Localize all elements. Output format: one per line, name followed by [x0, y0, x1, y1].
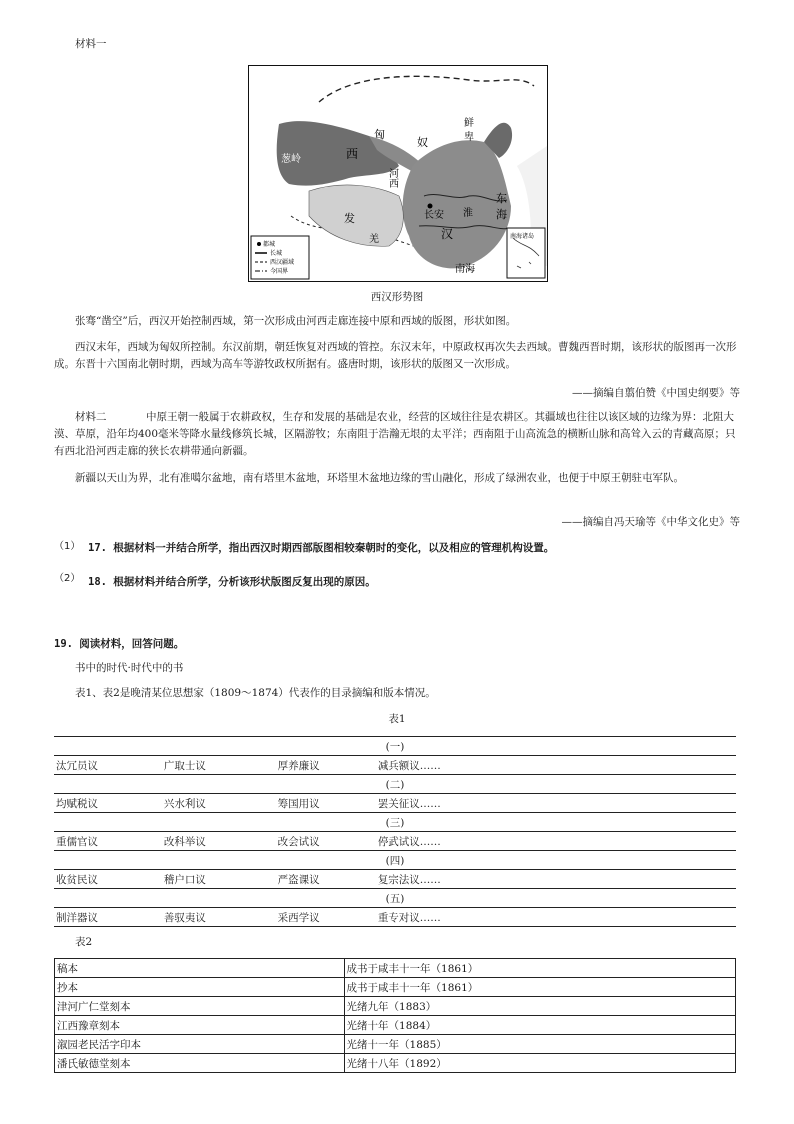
table1-cell: 收贫民议: [54, 870, 162, 889]
table2-edition-cell: 津河广仁堂刻本: [55, 997, 345, 1016]
table1-section-header-row: [54, 889, 736, 908]
table2-date-cell: 光绪十年（1884）: [344, 1016, 735, 1035]
material2-citation: ——摘编自冯天瑜等《中华文化史》等: [561, 516, 740, 528]
table2-date-cell: 光绪十一年（1885）: [344, 1035, 735, 1054]
table1-cell: 善驭夷议: [162, 908, 276, 927]
table1-cell: 采西学议: [276, 908, 376, 927]
table2-row: [55, 959, 736, 978]
material1-para1: 张骞“凿空”后，西汉开始控制西域，第一次形成由河西走廊连接中原和西域的版图，形状如图。: [75, 315, 517, 327]
material1-label: 材料一: [75, 38, 107, 50]
table1-cell: 停武试议……: [376, 832, 736, 851]
table1-cell: 减兵额议……: [376, 756, 736, 775]
legend-text-capital: 都城: [263, 241, 276, 248]
material1-citation: ——摘编自翦伯赞《中国史纲要》等: [572, 387, 740, 399]
table1-row: [54, 908, 736, 927]
table1-cell: 复宗法议……: [376, 870, 736, 889]
table2-edition-cell: 抄本: [55, 978, 345, 997]
material2-para1: 中原王朝一般属于农耕政权，生存和发展的基础是农业，经营的区域往往是农耕区。其疆域也往往以该区域的边缘为界：北阻大漠、草原，沿年均400毫米等降水量线修筑长城，区隔游牧；东南阻于浩瀚无垠的太平洋；西南阻于山高流急的横断山脉和高耸入云的青藏高原；只有西北沿河西走廊的狭长农耕带通向新疆。: [54, 411, 736, 457]
label-bei: 卑: [464, 132, 474, 143]
table2-row: [55, 1054, 736, 1073]
table2-caption: 表2: [75, 936, 93, 948]
legend-text-territory: 西汉疆域: [270, 259, 295, 266]
table2-date-cell: 成书于咸丰十一年（1861）: [344, 978, 735, 997]
table1-cell: 严盗课议: [276, 870, 376, 889]
question19-title: 19. 阅读材料，回答问题。: [54, 638, 185, 650]
table1-cell: 制洋器议: [54, 908, 162, 927]
label-donghai-a: 东: [496, 192, 507, 205]
table1-cell: 改会试议: [276, 832, 376, 851]
table1-section-header-row: [54, 813, 736, 832]
table1-cell: 重专对议……: [376, 908, 736, 927]
table1-cell: 均赋税议: [54, 794, 162, 813]
legend-capital-symbol: [257, 242, 261, 246]
table2-edition-cell: 潘氏敏德堂刻本: [55, 1054, 345, 1073]
table1-section-header-row: [54, 775, 736, 794]
label-inset: 南海诸岛: [510, 233, 535, 240]
northern-frontier-line: [319, 76, 534, 102]
table2-date-cell: 光绪九年（1883）: [344, 997, 735, 1016]
table2-edition-cell: 江西豫章刻本: [55, 1016, 345, 1035]
table1-section-header: (三): [54, 813, 736, 832]
table1-row: [54, 870, 736, 889]
label-fa: 发: [344, 212, 355, 225]
table2-row: [55, 1016, 736, 1035]
map-graphic: [249, 66, 547, 281]
question17-text: 17. 根据材料一并结合所学，指出西汉时期西部版图相较秦朝时的变化，以及相应的管理机构设置。: [88, 542, 555, 554]
label-xiongnu-a: 匈: [374, 128, 385, 141]
table1-cell: 厚养廉议: [276, 756, 376, 775]
map-caption: 西汉形势图: [370, 291, 424, 303]
table1-cell: 改科举议: [162, 832, 276, 851]
table2-edition-cell: 稿本: [55, 959, 345, 978]
plateau-area: [309, 185, 403, 246]
changan-dot: [428, 204, 433, 209]
label-nanhai: 南海: [455, 264, 475, 275]
table1-cell: 筹国用议: [276, 794, 376, 813]
material2-para2: 新疆以天山为界，北有准噶尔盆地，南有塔里木盆地，环塔里木盆地边缘的雪山融化，形成了绿洲农业，也便于中原王朝驻屯军队。: [75, 472, 684, 484]
label-xian: 鲜: [464, 118, 474, 129]
label-xi: 西: [346, 147, 359, 161]
table1-section-header: (四): [54, 851, 736, 870]
table1-section-header-row: [54, 737, 736, 756]
table1-cell: 重儒官议: [54, 832, 162, 851]
table1-section-header: (二): [54, 775, 736, 794]
table1-section-header: (五): [54, 889, 736, 908]
table1-row: [54, 794, 736, 813]
table1-cell: 稽户口议: [162, 870, 276, 889]
table1-cell: 兴水利议: [162, 794, 276, 813]
label-huai: 淮: [463, 208, 473, 219]
table2: [54, 958, 736, 1073]
table2-date-cell: 成书于咸丰十一年（1861）: [344, 959, 735, 978]
table2-row: [55, 1035, 736, 1054]
table1-cell: 广取士议: [162, 756, 276, 775]
label-congling: 葱岭: [281, 154, 301, 165]
label-donghai-b: 海: [496, 208, 507, 221]
legend-text-wall: 长城: [270, 250, 283, 257]
table1-cell: 罢关征议……: [376, 794, 736, 813]
material1-para2: 西汉末年，西域为匈奴所控制。东汉前期，朝廷恢复对西域的管控。东汉末年，中原政权再次失去西域。曹魏西晋时期，该形状的版图再一次形成。东晋十六国南北朝时期，西域为高车等游牧政权所据有。盛唐时期，该形状的版图又一次形成。: [54, 341, 737, 370]
western-han-map: [248, 65, 548, 282]
table1-caption: 表1: [388, 713, 406, 725]
label-han: 汉: [441, 227, 454, 241]
table1-cell: 汰冗员议: [54, 756, 162, 775]
table1-section-header: (一): [54, 737, 736, 756]
table1-row: [54, 756, 736, 775]
label-hexi: 河西: [386, 168, 398, 188]
table1-section-header-row: [54, 851, 736, 870]
material2-label: 材料二: [75, 411, 107, 423]
question19-intro: 表1、表2是晚清某位思想家（1809～1874）代表作的目录摘编和版本情况。: [75, 687, 436, 699]
label-xiongnu-b: 奴: [417, 136, 428, 149]
table1: [54, 736, 736, 927]
han-core-area: [403, 140, 511, 268]
label-qiang: 羌: [369, 234, 379, 245]
table2-row: [55, 978, 736, 997]
table2-date-cell: 光绪十八年（1892）: [344, 1054, 735, 1073]
table2-edition-cell: 溆园老民活字印本: [55, 1035, 345, 1054]
question19-subtitle: 书中的时代·时代中的书: [75, 662, 184, 674]
table1-row: [54, 832, 736, 851]
label-changan: 长安: [424, 210, 444, 221]
table2-row: [55, 997, 736, 1016]
question18-text: 18. 根据材料并结合所学，分析该形状版图反复出现的原因。: [88, 576, 376, 588]
question1-number: （1）: [54, 541, 81, 552]
question2-number: （2）: [54, 573, 81, 584]
legend-text-border: 今国界: [270, 268, 289, 275]
